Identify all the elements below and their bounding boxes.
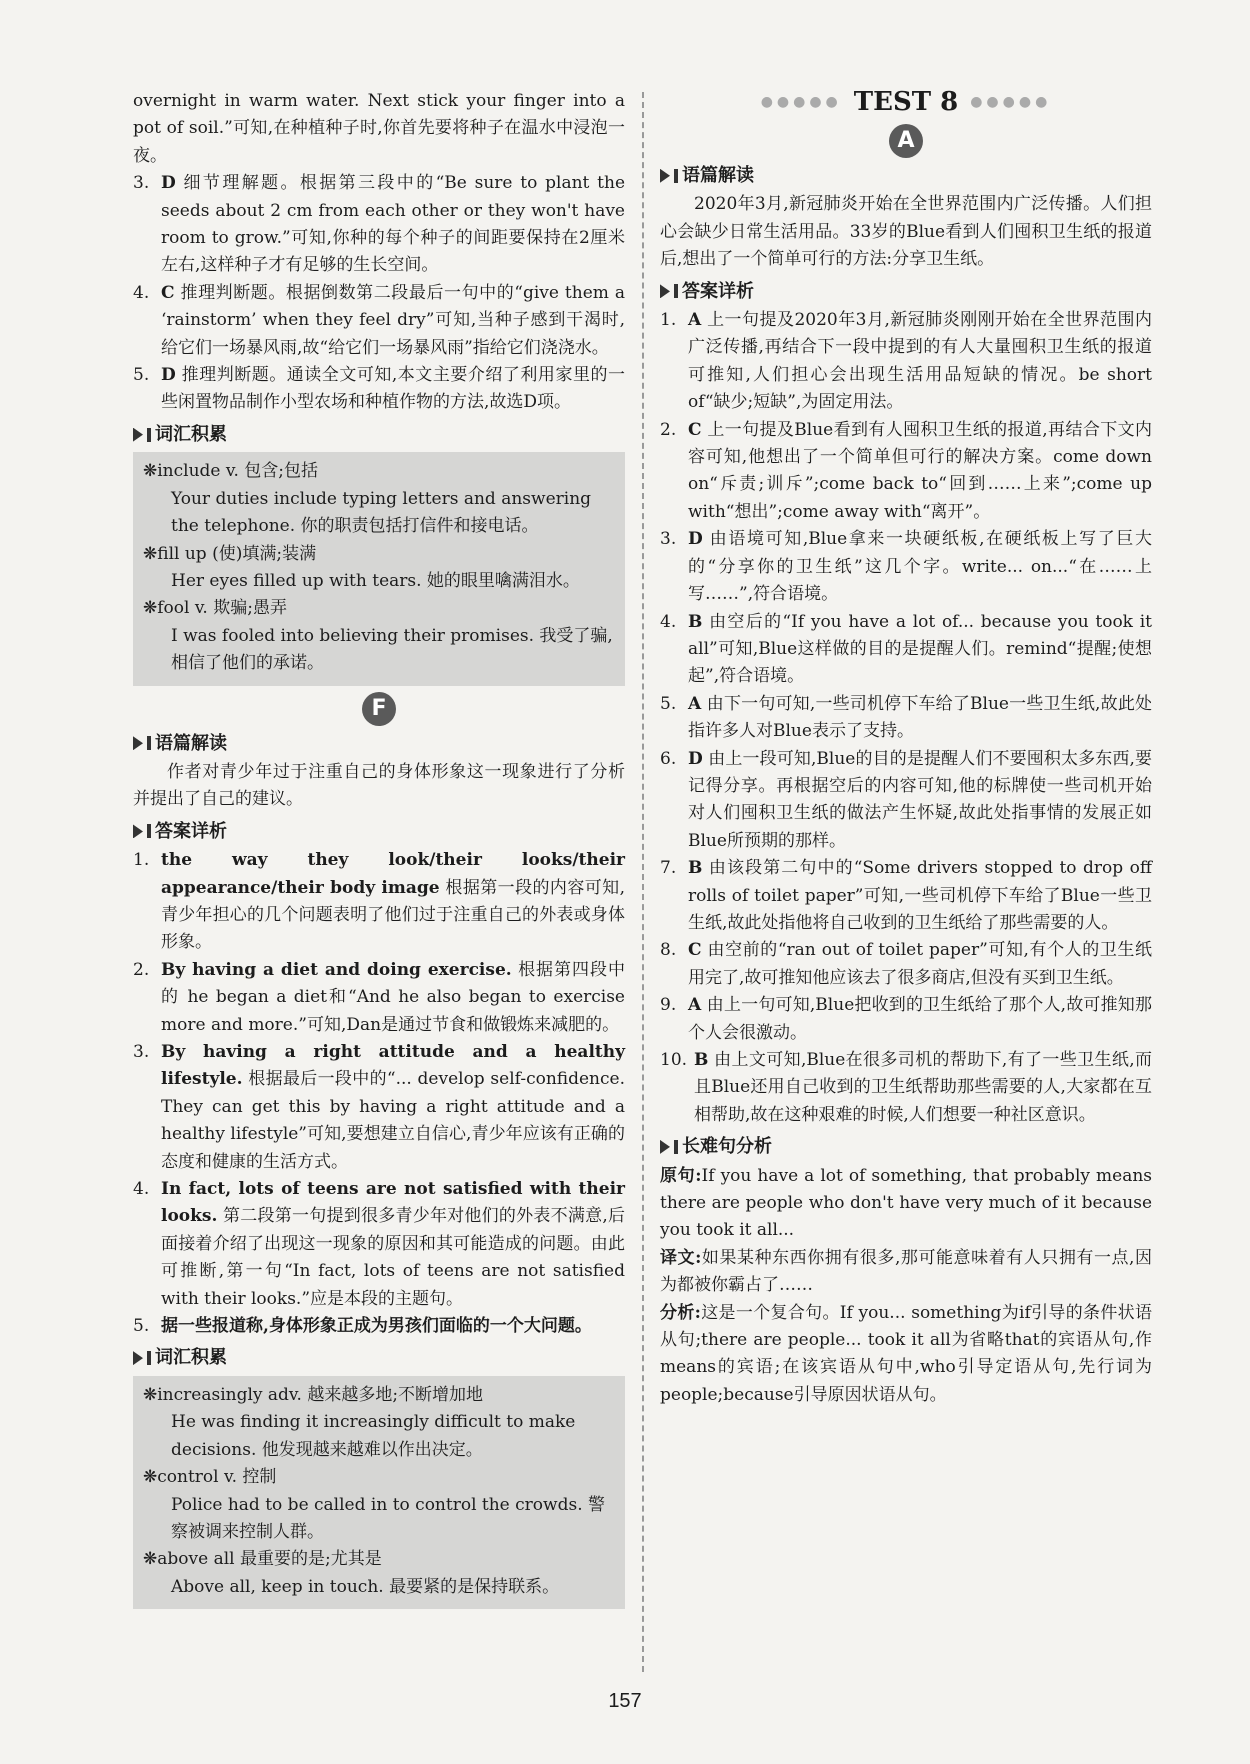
item-explanation: 由空前的“ran out of toilet paper”可知,有个人的卫生纸用完了,故可推知他应该去了很多商店,但没有买到卫生纸。 — [688, 940, 1152, 988]
left-column — [133, 88, 625, 1615]
item-explanation: 细节理解题。根据第三段中的“Be sure to plant the seeds about 2 cm from each other or they won't have room to grow.”可知,你种的每个种子的间距要保持在2厘米左右,这样种子才有足够的生长空间。 — [161, 173, 625, 276]
vocab-example: Police had to be called in to control the crowds. 警察被调来控制人群。 — [171, 1494, 605, 1542]
answer-item — [660, 417, 1152, 527]
item-number: 4. — [133, 1179, 150, 1200]
item-number: 2. — [133, 959, 150, 980]
item-explanation: 上一句提及2020年3月,新冠肺炎刚刚开始在全世界范围内广泛传播,再结合下一段中提到的有人大量囤积卫生纸的报道可推知,人们担心会出现生活用品短缺的情况。be short of“缺少;短缺”,为固定用法。 — [688, 310, 1152, 413]
item-explanation: 由语境可知,Blue拿来一块硬纸板,在硬纸板上写了巨大的“分享你的卫生纸”这几个字。write... on...“在……上写……”,符合语境。 — [688, 529, 1152, 605]
vocab-heading: 词汇积累 — [133, 421, 625, 448]
item-explanation: 根据第四段中的 he began a diet和“And he also began to exercise more and more.”可知,Dan是通过节食和做锻炼来减肥的。 — [161, 959, 625, 1035]
answer-item — [133, 362, 625, 417]
right-column — [660, 88, 1152, 1409]
continued-paragraph: overnight in warm water. Next stick your finger into a pot of soil.”可知,在种植种子时,你首先要将种子在温水中浸泡一夜。 — [133, 91, 625, 166]
answer-item — [660, 1047, 1152, 1129]
answer-letter: D — [688, 529, 703, 550]
bar-icon — [147, 1351, 151, 1365]
answer-item — [133, 170, 625, 280]
answer-item — [660, 937, 1152, 992]
item-explanation: 由下一句可知,一些司机停下车给了Blue一些卫生纸,故此处指许多人对Blue表示了支持。 — [688, 693, 1152, 742]
bar-icon — [147, 428, 151, 442]
answer-text: In fact, lots of teens are not satisfied with their looks. — [161, 1179, 625, 1227]
answer-item — [133, 957, 625, 1039]
vocab-word: ❋fool v. 欺骗;愚弄 — [143, 598, 287, 619]
passage-badge-f: F — [133, 692, 625, 726]
item-number: 3. — [660, 529, 677, 550]
vocab-word: ❋fill up (使)填满;装满 — [143, 543, 317, 564]
item-explanation: 第二段第一句提到很多青少年对他们的外表不满意,后面接着介绍了出现这一现象的原因和其可能造成的问题。由此可推断,第一句“In fact, lots of teens are not satisfied with their looks.”应是本段的主题句。 — [161, 1206, 625, 1309]
vocab-example: I was fooled into believing their promises. 我受了骗,相信了他们的承诺。 — [171, 625, 613, 674]
answer-letter: B — [694, 1050, 709, 1070]
answer-item — [133, 1313, 625, 1340]
vocab-heading: 词汇积累 — [133, 1344, 625, 1371]
answer-letter: C — [161, 282, 175, 303]
bar-icon — [674, 1140, 678, 1154]
answer-text: By having a right attitude and a healthy lifestyle. — [161, 1042, 625, 1090]
item-number: 4. — [660, 611, 677, 632]
item-number: 5. — [133, 365, 150, 386]
arrow-icon — [660, 284, 670, 298]
vocab-word: ❋include v. 包含;包括 — [143, 461, 319, 482]
item-explanation: 由该段第二句中的“Some drivers stopped to drop off rolls of toilet paper”可知,一些司机停下车给了Blue一些卫生纸,故此处指他将自己收到的卫生纸给了那些需要的人。 — [688, 858, 1152, 933]
passage-badge-a: A — [660, 124, 1152, 158]
answer-letter: A — [688, 693, 702, 714]
answer-letter: D — [161, 173, 176, 194]
column-divider — [642, 92, 644, 1672]
vocab-example: Her eyes filled up with tears. 她的眼里噙满泪水。 — [171, 570, 580, 591]
answer-item — [660, 992, 1152, 1047]
item-number: 4. — [133, 282, 150, 303]
item-number: 7. — [660, 858, 677, 879]
item-explanation: 上一句提及Blue看到有人囤积卫生纸的报道,再结合下文内容可知,他想出了一个简单但可行的解决方案。come down on“斥责;训斥”;come back to“回到……上来”;come up with“想出”;come away with“离开”。 — [688, 419, 1152, 522]
item-number: 3. — [133, 173, 150, 194]
answer-item — [660, 307, 1152, 417]
reading-summary: 作者对青少年过于注重自己的身体形象这一现象进行了分析并提出了自己的建议。 — [133, 761, 625, 810]
answer-item — [660, 855, 1152, 937]
dots-decoration: ●●●●● — [760, 94, 842, 111]
answer-letter: D — [161, 365, 176, 386]
vocab-word: ❋increasingly adv. 越来越多地;不断增加地 — [143, 1384, 484, 1405]
bar-icon — [674, 284, 678, 298]
answer-text: By having a diet and doing exercise. — [161, 959, 512, 980]
item-explanation: 由上一段可知,Blue的目的是提醒人们不要囤积太多东西,要记得分享。再根据空后的内容可知,他的标牌使一些司机开始对人们囤积卫生纸的做法产生怀疑,故此处指事情的发展正如Blue所预期的那样。 — [688, 748, 1152, 851]
answers-heading: 答案详析 — [660, 278, 1152, 305]
item-explanation: 推理判断题。根据倒数第二段最后一句中的“give them a ‘rainstorm’ when they feel dry”可知,当种子感到干渴时,给它们一场暴风雨,故“给它们一场暴风雨”指给它们浇浇水。 — [161, 282, 625, 358]
answer-letter: B — [688, 611, 703, 632]
dots-decoration: ●●●●● — [970, 94, 1052, 111]
item-explanation: 由上文可知,Blue在很多司机的帮助下,有了一些卫生纸,而且Blue还用自己收到的卫生纸帮助那些需要的人,大家都在互相帮助,故在这种艰难的时候,人们想要一种社区意识。 — [694, 1050, 1152, 1125]
arrow-icon — [660, 1140, 670, 1154]
bar-icon — [674, 169, 678, 183]
reading-summary: 2020年3月,新冠肺炎开始在全世界范围内广泛传播。人们担心会缺少日常生活用品。33岁的Blue看到人们囤积卫生纸的报道后,想出了一个简单可行的方法:分享卫生纸。 — [660, 194, 1152, 270]
item-explanation: 推理判断题。通读全文可知,本文主要介绍了利用家里的一些闲置物品制作小型农场和种植作物的方法,故选D项。 — [161, 365, 625, 413]
arrow-icon — [133, 428, 143, 442]
answer-list-f — [133, 847, 625, 1340]
answer-text: the way they look/their looks/their appearance/their body image — [161, 850, 625, 898]
item-number: 8. — [660, 940, 677, 961]
vocab-example: He was finding it increasingly difficult to make decisions. 他发现越来越难以作出决定。 — [171, 1412, 576, 1460]
answer-item — [660, 691, 1152, 746]
answer-item — [133, 280, 625, 362]
answer-letter: B — [688, 858, 703, 879]
item-number: 10. — [660, 1050, 688, 1070]
item-number: 2. — [660, 419, 677, 440]
vocab-box — [133, 1376, 625, 1609]
page-number: 157 — [608, 1690, 642, 1712]
item-number: 1. — [133, 850, 150, 871]
answer-text: 据一些报道称,身体形象正成为男孩们面临的一个大问题。 — [161, 1316, 592, 1337]
item-explanation: 由上一句可知,Blue把收到的卫生纸给了那个人,故可推知那个人会很激动。 — [688, 995, 1152, 1043]
vocab-word: ❋control v. 控制 — [143, 1467, 277, 1488]
answer-letter: C — [688, 419, 702, 440]
answer-item — [133, 847, 625, 957]
item-explanation: 由空后的“If you have a lot of... because you took it all”可知,Blue这样做的目的是提醒人们。remind“提醒;使想起”,符合语境。 — [688, 611, 1152, 687]
vocab-box — [133, 452, 625, 685]
item-number: 1. — [660, 310, 677, 331]
item-number: 5. — [660, 693, 677, 714]
original-sentence: 原句:If you have a lot of something, that probably means there are people who don't have very much of it because you took it all... — [660, 1165, 1152, 1241]
item-number: 5. — [133, 1316, 150, 1337]
vocab-example: Your duties include typing letters and answering the telephone. 你的职责包括打信件和接电话。 — [171, 488, 592, 537]
arrow-icon — [133, 736, 143, 750]
item-explanation: 根据最后一段中的“... develop self-confidence. They can get this by having a right attitude and a healthy lifestyle”可知,要想建立自信心,青少年应该有正确的态度和健康的生活方式。 — [161, 1069, 625, 1172]
answer-item — [660, 746, 1152, 856]
answer-letter: A — [688, 995, 702, 1016]
analysis: 分析:这是一个复合句。If you... something为if引导的条件状语从句;there are people... took it all为省略that的宾语从句,作means的宾语;在该宾语从句中,who引导定语从句,先行词为people;because引导原因状语从句。 — [660, 1302, 1153, 1405]
item-number: 9. — [660, 995, 677, 1016]
answer-item — [660, 609, 1152, 691]
answer-item — [133, 1039, 625, 1176]
answer-letter: A — [688, 310, 702, 331]
answer-item — [660, 526, 1152, 608]
answer-list-e — [133, 170, 625, 417]
item-number: 6. — [660, 748, 677, 769]
bar-icon — [147, 736, 151, 750]
bar-icon — [147, 824, 151, 838]
answers-heading: 答案详析 — [133, 818, 625, 845]
translation: 译文:如果某种东西你拥有很多,那可能意味着有人只拥有一点,因为都被你霸占了…… — [660, 1247, 1152, 1296]
reading-heading: 语篇解读 — [660, 162, 1152, 189]
test-title: ●●●●● TEST 8 ●●●●● — [760, 87, 1052, 118]
answer-letter: D — [688, 748, 703, 769]
item-explanation: 根据第一段的内容可知,青少年担心的几个问题表明了他们过于注重自己的外表或身体形象。 — [161, 877, 626, 953]
answer-list-a — [660, 307, 1152, 1129]
answer-item — [133, 1176, 625, 1313]
arrow-icon — [133, 824, 143, 838]
vocab-example: Above all, keep in touch. 最要紧的是保持联系。 — [171, 1576, 560, 1597]
vocab-word: ❋above all 最重要的是;尤其是 — [143, 1549, 382, 1570]
arrow-icon — [133, 1351, 143, 1365]
item-number: 3. — [133, 1042, 150, 1062]
arrow-icon — [660, 169, 670, 183]
reading-heading: 语篇解读 — [133, 730, 625, 757]
analysis-heading: 长难句分析 — [660, 1133, 1152, 1160]
answer-letter: C — [688, 940, 702, 961]
